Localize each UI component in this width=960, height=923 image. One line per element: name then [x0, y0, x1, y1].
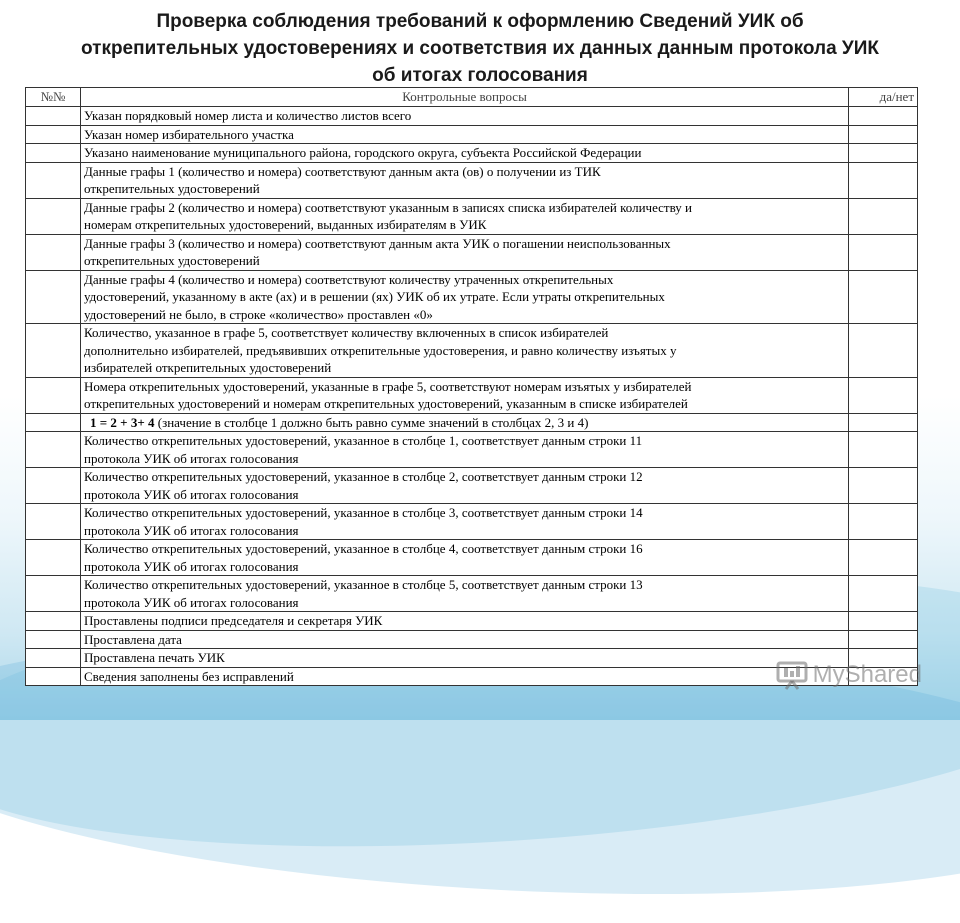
question-text: Количество открепительных удостоверений, указанное в столбце 4, соответствует данным строки 16	[84, 541, 643, 556]
question-cell	[81, 144, 849, 163]
question-cell	[81, 504, 849, 540]
question-text: Данные графы 1 (количество и номера) соответствуют данным акта (ов) о получении из ТИК	[84, 163, 601, 179]
question-text: Проставлена печать УИК	[84, 650, 225, 665]
question-text: дополнительно избирателей, предъявивших открепительные удостоверения, и равно количеству изъятых у	[84, 342, 677, 358]
question-text: Количество открепительных удостоверений, указанное в столбце 3, соответствует данным строки 14	[84, 505, 643, 520]
title-line: открепительных удостоверениях и соответствия их данных данным протокола УИК	[81, 38, 879, 59]
table-row	[26, 377, 918, 413]
table-row	[26, 504, 918, 540]
header-questions: Контрольные вопросы	[81, 88, 849, 107]
question-cell	[81, 667, 849, 686]
answer-cell[interactable]	[849, 107, 918, 126]
number-cell	[26, 324, 81, 378]
table-row	[26, 612, 918, 631]
number-cell	[26, 144, 81, 163]
question-text: Указано наименование муниципального района, городского округа, субъекта Российской Федерации	[84, 145, 642, 160]
question-cell	[81, 413, 849, 432]
question-text: открепительных удостоверений	[84, 181, 260, 196]
table-row	[26, 234, 918, 270]
page-title	[40, 8, 920, 89]
question-text: удостоверений не было, в строке «количество» проставлен «0»	[84, 306, 433, 322]
table-row	[26, 576, 918, 612]
answer-cell[interactable]	[849, 198, 918, 234]
number-cell	[26, 432, 81, 468]
number-cell	[26, 612, 81, 631]
answer-cell[interactable]	[849, 413, 918, 432]
question-cell	[81, 377, 849, 413]
table-row	[26, 324, 918, 378]
title-line: Проверка соблюдения требований к оформлению Сведений УИК об	[156, 11, 804, 32]
question-text: Проставлены подписи председателя и секретаря УИК	[84, 613, 383, 628]
table-row	[26, 144, 918, 163]
answer-cell[interactable]	[849, 125, 918, 144]
table-row	[26, 198, 918, 234]
title-line: об итогах голосования	[372, 65, 588, 86]
question-text: Количество открепительных удостоверений, указанное в столбце 2, соответствует данным строки 12	[84, 469, 643, 484]
table-row	[26, 413, 918, 432]
number-cell	[26, 270, 81, 324]
number-cell	[26, 125, 81, 144]
question-text: Указан номер избирательного участка	[84, 126, 294, 142]
number-cell	[26, 540, 81, 576]
number-cell	[26, 107, 81, 126]
question-text: открепительных удостоверений и номерам открепительных удостоверений, указанным в списке избирателей	[84, 396, 688, 411]
answer-cell[interactable]	[849, 468, 918, 504]
question-text: Количество открепительных удостоверений, указанное в столбце 1, соответствует данным строки 11	[84, 433, 643, 448]
question-text: протокола УИК об итогах голосования	[84, 522, 299, 538]
answer-cell[interactable]	[849, 234, 918, 270]
question-text: Данные графы 4 (количество и номера) соответствуют количеству утраченных открепительных	[84, 271, 614, 287]
table-header-row	[26, 88, 918, 107]
question-cell	[81, 468, 849, 504]
table-row	[26, 468, 918, 504]
watermark	[775, 660, 922, 690]
answer-cell[interactable]	[849, 540, 918, 576]
number-cell	[26, 468, 81, 504]
question-text: Количество, указанное в графе 5, соответствует количеству включенных в список избирателей	[84, 325, 609, 340]
answer-cell[interactable]	[849, 504, 918, 540]
header-answer: да/нет	[849, 88, 918, 107]
answer-cell[interactable]	[849, 576, 918, 612]
checklist-table	[25, 87, 918, 686]
question-cell	[81, 270, 849, 324]
table-row	[26, 270, 918, 324]
answer-cell[interactable]	[849, 630, 918, 649]
question-text: Количество открепительных удостоверений, указанное в столбце 5, соответствует данным строки 13	[84, 577, 643, 592]
question-text: удостоверений, указанному в акте (ах) и в решении (ях) УИК об их утрате. Если утраты открепительных	[84, 289, 665, 304]
table-row	[26, 432, 918, 468]
table-row	[26, 540, 918, 576]
answer-cell[interactable]	[849, 270, 918, 324]
question-cell	[81, 576, 849, 612]
answer-cell[interactable]	[849, 612, 918, 631]
answer-cell[interactable]	[849, 144, 918, 163]
question-cell	[81, 612, 849, 631]
header-number: №№	[26, 88, 81, 107]
question-text: Данные графы 3 (количество и номера) соответствуют данным акта УИК о погашении неиспользованных	[84, 235, 671, 251]
question-cell	[81, 432, 849, 468]
question-text: протокола УИК об итогах голосования	[84, 594, 299, 610]
answer-cell[interactable]	[849, 432, 918, 468]
table-row	[26, 107, 918, 126]
formula-text: 1 = 2 + 3+ 4	[90, 414, 155, 430]
number-cell	[26, 162, 81, 198]
answer-cell[interactable]	[849, 324, 918, 378]
number-cell	[26, 377, 81, 413]
question-text: Указан порядковый номер листа и количество листов всего	[84, 108, 412, 123]
question-text: номерам открепительных удостоверений, выданных избирателям в УИК	[84, 217, 487, 232]
table-row	[26, 125, 918, 144]
question-cell	[81, 540, 849, 576]
question-cell	[81, 324, 849, 378]
question-cell	[81, 630, 849, 649]
number-cell	[26, 649, 81, 668]
number-cell	[26, 504, 81, 540]
question-text: протокола УИК об итогах голосования	[84, 450, 299, 466]
watermark-text: MyShared	[812, 661, 922, 688]
question-cell	[81, 649, 849, 668]
table-row	[26, 630, 918, 649]
answer-cell[interactable]	[849, 162, 918, 198]
question-cell	[81, 198, 849, 234]
question-cell	[81, 234, 849, 270]
number-cell	[26, 630, 81, 649]
question-text: протокола УИК об итогах голосования	[84, 558, 299, 574]
question-text: Данные графы 2 (количество и номера) соответствуют указанным в записях списка избирателей количеству и	[84, 199, 693, 215]
question-cell	[81, 162, 849, 198]
question-text: избирателей открепительных удостоверений	[84, 360, 332, 375]
question-text: Проставлена дата	[84, 631, 182, 647]
question-cell	[81, 107, 849, 126]
formula-note: (значение в столбце 1 должно быть равно сумме значений в столбцах 2, 3 и 4)	[157, 414, 589, 430]
question-text: Номера открепительных удостоверений, указанные в графе 5, соответствуют номерам изъятых у избирателей	[84, 378, 692, 394]
question-text: Сведения заполнены без исправлений	[84, 668, 294, 684]
answer-cell[interactable]	[849, 377, 918, 413]
question-cell	[81, 125, 849, 144]
question-text: протокола УИК об итогах голосования	[84, 486, 299, 502]
presentation-board-icon	[775, 660, 809, 690]
number-cell	[26, 234, 81, 270]
number-cell	[26, 667, 81, 686]
number-cell	[26, 413, 81, 432]
number-cell	[26, 198, 81, 234]
question-text: открепительных удостоверений	[84, 253, 260, 268]
table-row	[26, 162, 918, 198]
number-cell	[26, 576, 81, 612]
